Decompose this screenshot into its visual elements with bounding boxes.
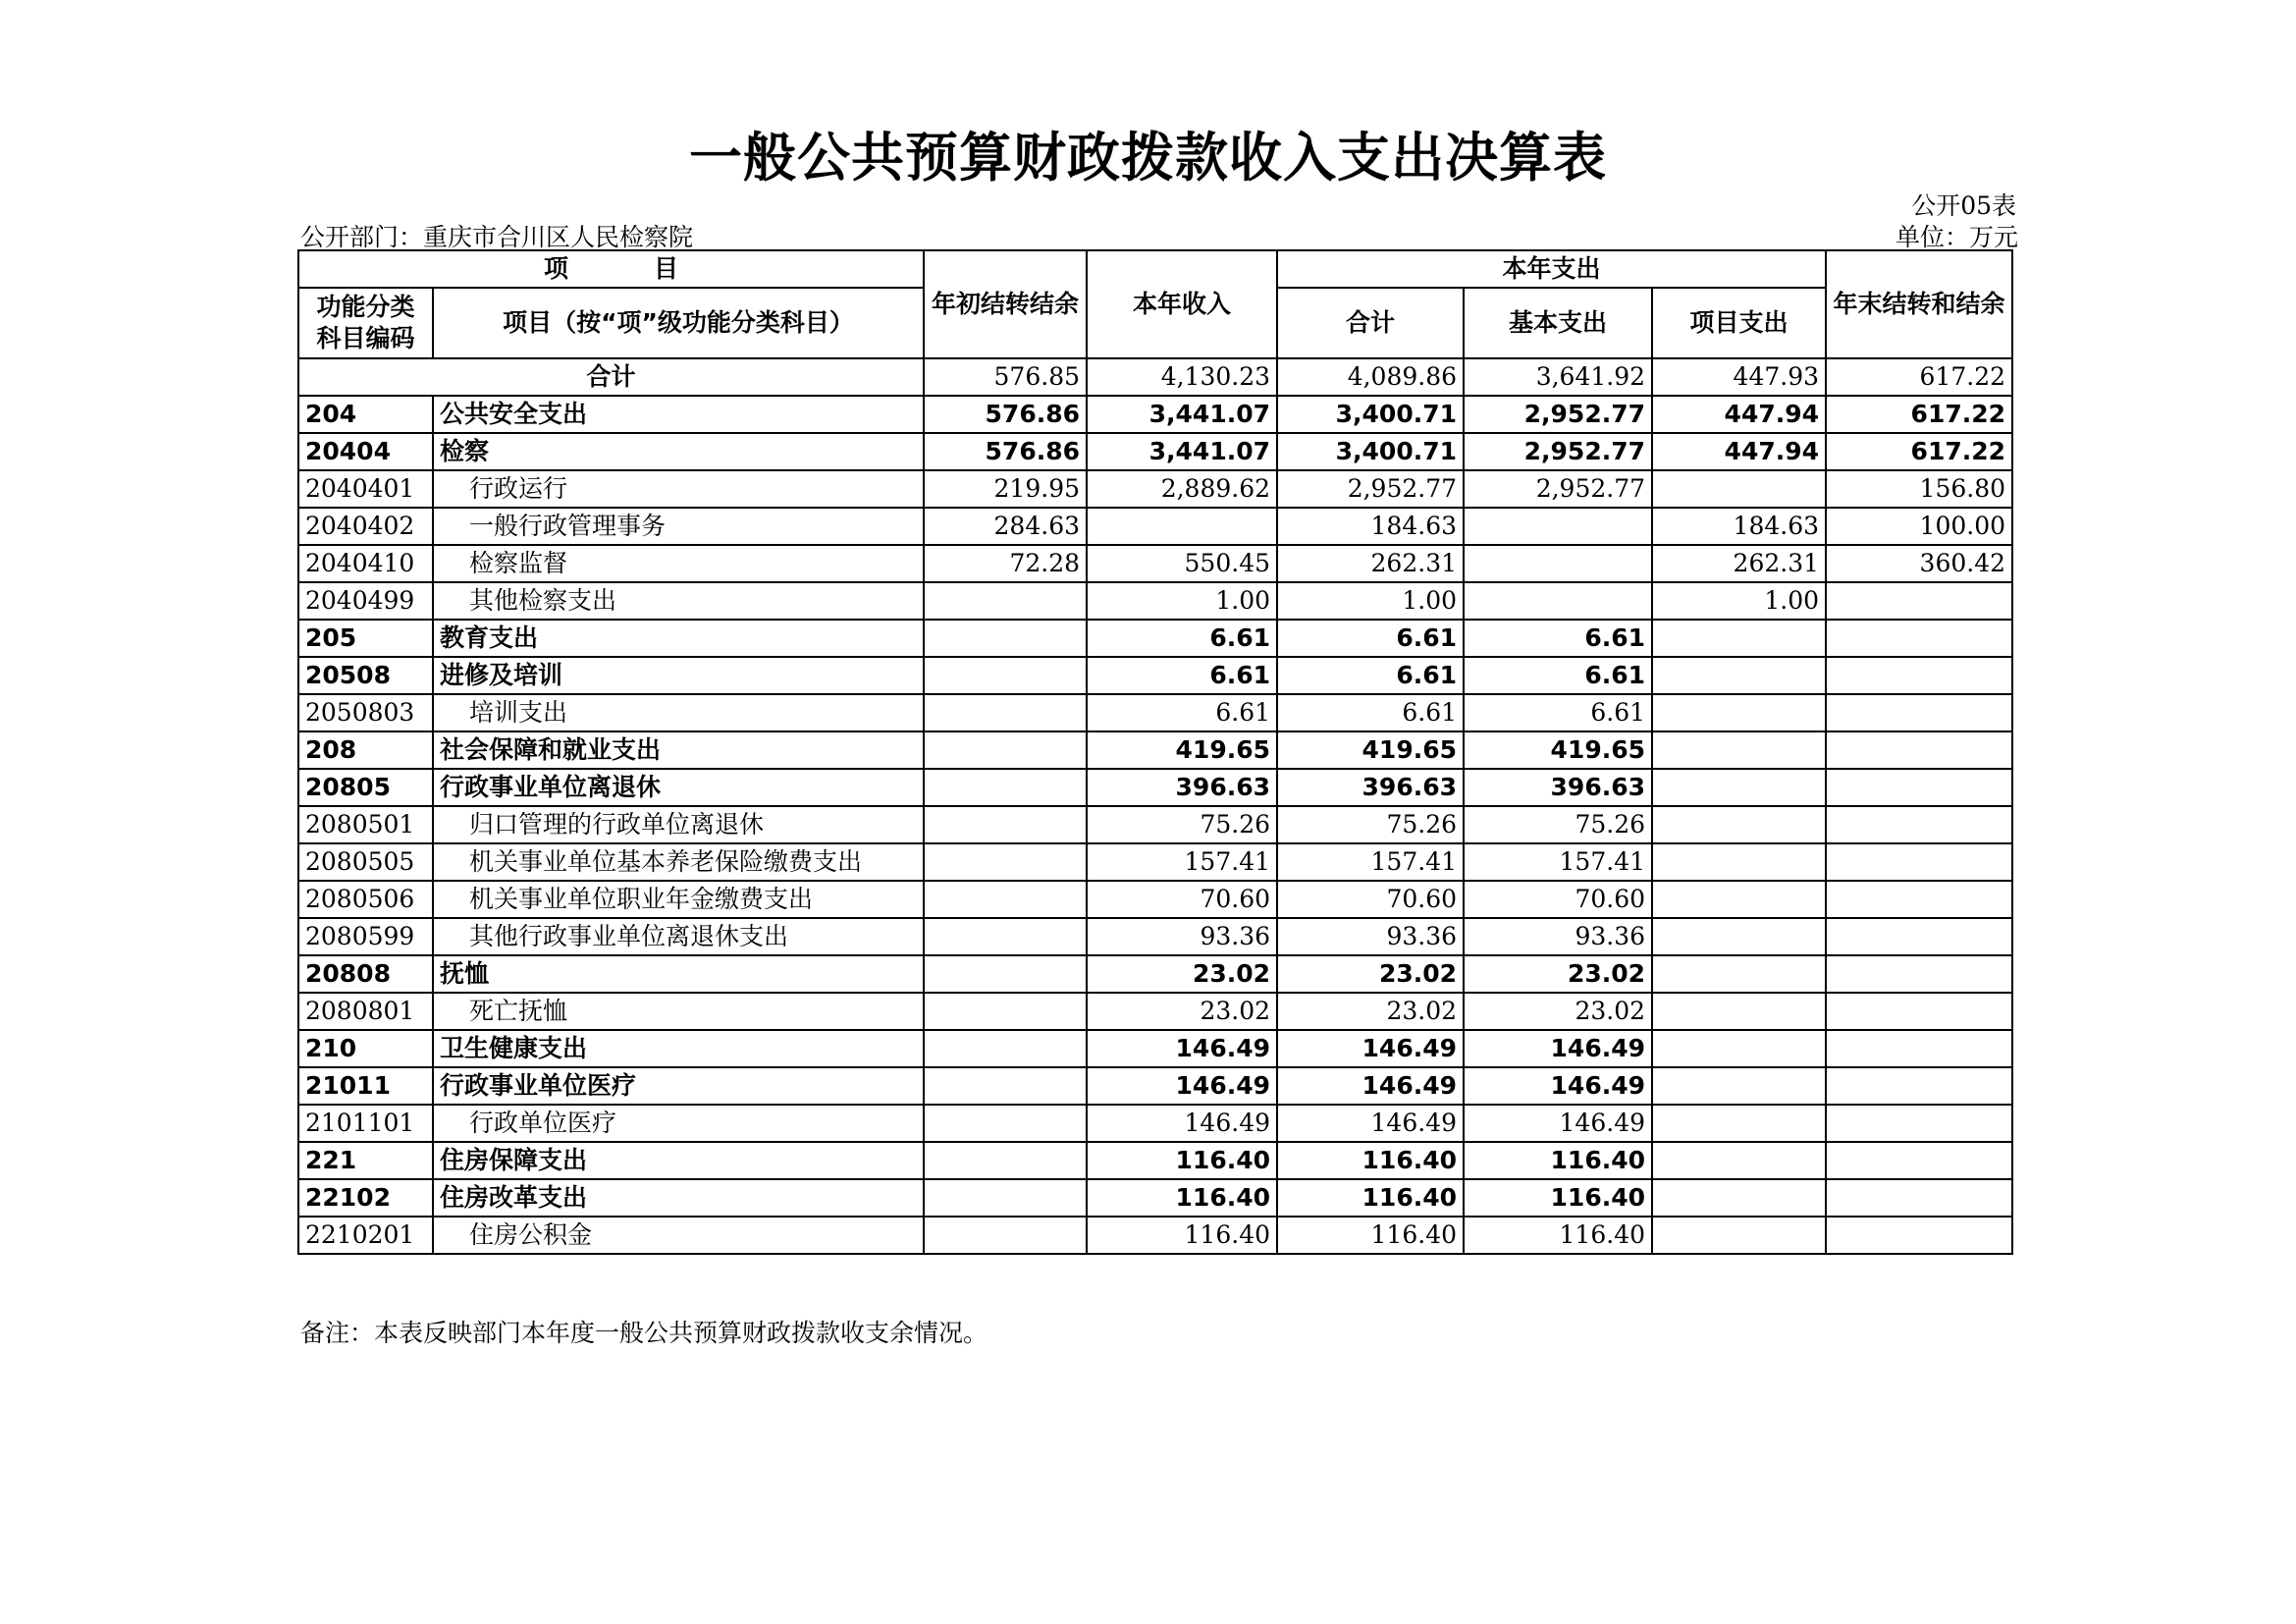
header-closing: 年末结转和结余 bbox=[1826, 250, 2012, 358]
header-name: 项目（按“项”级功能分类科目） bbox=[433, 288, 924, 358]
row-exp-basic: 157.41 bbox=[1464, 843, 1652, 881]
row-code: 2080501 bbox=[298, 806, 433, 843]
row-closing bbox=[1826, 955, 2012, 993]
row-opening bbox=[924, 806, 1087, 843]
footnote: 备注：本表反映部门本年度一般公共预算财政拨款收支余情况。 bbox=[300, 1319, 988, 1347]
row-exp-project bbox=[1652, 1179, 1826, 1217]
row-exp-total: 75.26 bbox=[1277, 806, 1464, 843]
row-code: 2040402 bbox=[298, 508, 433, 545]
row-income: 6.61 bbox=[1087, 657, 1277, 694]
row-opening bbox=[924, 955, 1087, 993]
row-code: 2050803 bbox=[298, 694, 433, 731]
row-exp-basic: 2,952.77 bbox=[1464, 433, 1652, 470]
header-exp-total: 合计 bbox=[1277, 288, 1464, 358]
row-exp-project: 447.94 bbox=[1652, 433, 1826, 470]
row-code: 2210201 bbox=[298, 1217, 433, 1254]
row-code: 20508 bbox=[298, 657, 433, 694]
row-exp-project: 1.00 bbox=[1652, 582, 1826, 620]
row-opening bbox=[924, 694, 1087, 731]
row-exp-total: 419.65 bbox=[1277, 731, 1464, 769]
row-name: 教育支出 bbox=[433, 620, 924, 657]
table-row bbox=[298, 470, 2012, 508]
row-name: 行政运行 bbox=[433, 470, 924, 508]
row-code: 2040410 bbox=[298, 545, 433, 582]
row-code: 2080505 bbox=[298, 843, 433, 881]
row-name: 机关事业单位基本养老保险缴费支出 bbox=[433, 843, 924, 881]
table-row bbox=[298, 433, 2012, 470]
table-row bbox=[298, 694, 2012, 731]
table-row bbox=[298, 881, 2012, 918]
row-closing bbox=[1826, 1105, 2012, 1142]
row-exp-total: 146.49 bbox=[1277, 1067, 1464, 1105]
row-income: 6.61 bbox=[1087, 620, 1277, 657]
row-closing bbox=[1826, 1142, 2012, 1179]
total-exp-project: 447.93 bbox=[1652, 358, 1826, 396]
row-exp-total: 1.00 bbox=[1277, 582, 1464, 620]
row-name: 归口管理的行政单位离退休 bbox=[433, 806, 924, 843]
header-income: 本年收入 bbox=[1087, 250, 1277, 358]
header-opening: 年初结转结余 bbox=[924, 250, 1087, 358]
row-opening bbox=[924, 620, 1087, 657]
row-income: 550.45 bbox=[1087, 545, 1277, 582]
row-name: 社会保障和就业支出 bbox=[433, 731, 924, 769]
row-exp-total: 3,400.71 bbox=[1277, 433, 1464, 470]
row-closing bbox=[1826, 881, 2012, 918]
table-row bbox=[298, 1179, 2012, 1217]
row-exp-total: 116.40 bbox=[1277, 1217, 1464, 1254]
row-exp-basic: 2,952.77 bbox=[1464, 396, 1652, 433]
row-closing bbox=[1826, 620, 2012, 657]
row-code: 204 bbox=[298, 396, 433, 433]
row-exp-basic: 6.61 bbox=[1464, 694, 1652, 731]
row-name: 一般行政管理事务 bbox=[433, 508, 924, 545]
row-closing: 156.80 bbox=[1826, 470, 2012, 508]
row-closing: 617.22 bbox=[1826, 433, 2012, 470]
row-opening bbox=[924, 993, 1087, 1030]
row-exp-total: 184.63 bbox=[1277, 508, 1464, 545]
total-opening: 576.85 bbox=[924, 358, 1087, 396]
table-row bbox=[298, 1105, 2012, 1142]
row-exp-total: 2,952.77 bbox=[1277, 470, 1464, 508]
table-row bbox=[298, 993, 2012, 1030]
row-code: 2080801 bbox=[298, 993, 433, 1030]
row-exp-project bbox=[1652, 1067, 1826, 1105]
row-exp-project bbox=[1652, 881, 1826, 918]
row-income: 116.40 bbox=[1087, 1142, 1277, 1179]
row-income: 146.49 bbox=[1087, 1067, 1277, 1105]
row-exp-basic: 6.61 bbox=[1464, 620, 1652, 657]
row-exp-total: 396.63 bbox=[1277, 769, 1464, 806]
department-label: 公开部门：重庆市合川区人民检察院 bbox=[300, 223, 694, 251]
row-code: 2080506 bbox=[298, 881, 433, 918]
row-exp-project: 262.31 bbox=[1652, 545, 1826, 582]
table-row bbox=[298, 545, 2012, 582]
row-name: 行政单位医疗 bbox=[433, 1105, 924, 1142]
row-income: 70.60 bbox=[1087, 881, 1277, 918]
row-name: 培训支出 bbox=[433, 694, 924, 731]
row-exp-project bbox=[1652, 470, 1826, 508]
row-opening bbox=[924, 1179, 1087, 1217]
row-name: 抚恤 bbox=[433, 955, 924, 993]
table-row bbox=[298, 955, 2012, 993]
row-name: 机关事业单位职业年金缴费支出 bbox=[433, 881, 924, 918]
row-exp-total: 262.31 bbox=[1277, 545, 1464, 582]
total-income: 4,130.23 bbox=[1087, 358, 1277, 396]
row-exp-project bbox=[1652, 1105, 1826, 1142]
row-closing: 100.00 bbox=[1826, 508, 2012, 545]
row-opening bbox=[924, 1105, 1087, 1142]
table-row bbox=[298, 769, 2012, 806]
table-row bbox=[298, 620, 2012, 657]
row-name: 行政事业单位离退休 bbox=[433, 769, 924, 806]
page-title: 一般公共预算财政拨款收入支出决算表 bbox=[689, 127, 1607, 189]
row-opening bbox=[924, 918, 1087, 955]
row-exp-project bbox=[1652, 1030, 1826, 1067]
row-exp-project bbox=[1652, 1142, 1826, 1179]
row-exp-basic: 419.65 bbox=[1464, 731, 1652, 769]
unit-label: 单位：万元 bbox=[1895, 223, 2018, 251]
row-exp-project bbox=[1652, 993, 1826, 1030]
row-exp-basic: 6.61 bbox=[1464, 657, 1652, 694]
row-exp-total: 146.49 bbox=[1277, 1030, 1464, 1067]
row-exp-total: 157.41 bbox=[1277, 843, 1464, 881]
row-exp-project bbox=[1652, 806, 1826, 843]
row-code: 22102 bbox=[298, 1179, 433, 1217]
row-name: 卫生健康支出 bbox=[433, 1030, 924, 1067]
row-exp-basic: 146.49 bbox=[1464, 1067, 1652, 1105]
table-row bbox=[298, 582, 2012, 620]
form-number: 公开05表 bbox=[1911, 191, 2016, 220]
row-closing bbox=[1826, 769, 2012, 806]
row-exp-project bbox=[1652, 694, 1826, 731]
header-exp-basic: 基本支出 bbox=[1464, 288, 1652, 358]
row-exp-basic: 2,952.77 bbox=[1464, 470, 1652, 508]
row-exp-total: 70.60 bbox=[1277, 881, 1464, 918]
row-exp-basic: 23.02 bbox=[1464, 955, 1652, 993]
header-expenditure: 本年支出 bbox=[1277, 250, 1826, 288]
row-code: 2101101 bbox=[298, 1105, 433, 1142]
row-exp-project bbox=[1652, 769, 1826, 806]
row-income: 3,441.07 bbox=[1087, 396, 1277, 433]
row-opening bbox=[924, 731, 1087, 769]
row-opening bbox=[924, 582, 1087, 620]
row-code: 2040499 bbox=[298, 582, 433, 620]
row-exp-basic: 396.63 bbox=[1464, 769, 1652, 806]
row-income: 3,441.07 bbox=[1087, 433, 1277, 470]
row-name: 进修及培训 bbox=[433, 657, 924, 694]
table-row bbox=[298, 1067, 2012, 1105]
total-label: 合计 bbox=[298, 358, 924, 396]
row-exp-project: 447.94 bbox=[1652, 396, 1826, 433]
row-closing bbox=[1826, 1217, 2012, 1254]
row-exp-basic: 70.60 bbox=[1464, 881, 1652, 918]
row-exp-project bbox=[1652, 918, 1826, 955]
table-row bbox=[298, 1142, 2012, 1179]
row-exp-project bbox=[1652, 657, 1826, 694]
row-closing: 617.22 bbox=[1826, 396, 2012, 433]
row-income: 6.61 bbox=[1087, 694, 1277, 731]
row-name: 住房公积金 bbox=[433, 1217, 924, 1254]
row-closing bbox=[1826, 582, 2012, 620]
row-name: 公共安全支出 bbox=[433, 396, 924, 433]
row-opening bbox=[924, 881, 1087, 918]
row-exp-basic: 146.49 bbox=[1464, 1105, 1652, 1142]
row-code: 20808 bbox=[298, 955, 433, 993]
budget-table bbox=[297, 249, 2013, 1255]
row-code: 2080599 bbox=[298, 918, 433, 955]
row-exp-project bbox=[1652, 1217, 1826, 1254]
table-row bbox=[298, 508, 2012, 545]
row-income: 75.26 bbox=[1087, 806, 1277, 843]
table-row bbox=[298, 657, 2012, 694]
row-exp-total: 23.02 bbox=[1277, 993, 1464, 1030]
row-code: 210 bbox=[298, 1030, 433, 1067]
row-exp-total: 6.61 bbox=[1277, 657, 1464, 694]
row-income: 419.65 bbox=[1087, 731, 1277, 769]
row-income: 146.49 bbox=[1087, 1105, 1277, 1142]
row-opening bbox=[924, 1217, 1087, 1254]
row-opening: 219.95 bbox=[924, 470, 1087, 508]
row-opening: 72.28 bbox=[924, 545, 1087, 582]
row-exp-basic bbox=[1464, 508, 1652, 545]
row-opening bbox=[924, 1142, 1087, 1179]
row-income: 146.49 bbox=[1087, 1030, 1277, 1067]
row-code: 2040401 bbox=[298, 470, 433, 508]
row-opening bbox=[924, 1067, 1087, 1105]
row-income: 23.02 bbox=[1087, 993, 1277, 1030]
row-closing bbox=[1826, 806, 2012, 843]
row-opening bbox=[924, 657, 1087, 694]
row-closing bbox=[1826, 657, 2012, 694]
row-income: 396.63 bbox=[1087, 769, 1277, 806]
row-name: 住房保障支出 bbox=[433, 1142, 924, 1179]
row-name: 住房改革支出 bbox=[433, 1179, 924, 1217]
table-row bbox=[298, 918, 2012, 955]
table-row bbox=[298, 1030, 2012, 1067]
row-code: 20404 bbox=[298, 433, 433, 470]
row-exp-total: 6.61 bbox=[1277, 620, 1464, 657]
row-closing bbox=[1826, 843, 2012, 881]
total-exp-total: 4,089.86 bbox=[1277, 358, 1464, 396]
row-exp-project bbox=[1652, 731, 1826, 769]
row-name: 其他检察支出 bbox=[433, 582, 924, 620]
row-exp-total: 116.40 bbox=[1277, 1142, 1464, 1179]
total-row bbox=[298, 358, 2012, 396]
row-name: 行政事业单位医疗 bbox=[433, 1067, 924, 1105]
row-closing bbox=[1826, 1067, 2012, 1105]
row-income: 116.40 bbox=[1087, 1179, 1277, 1217]
row-exp-basic: 116.40 bbox=[1464, 1179, 1652, 1217]
row-income: 116.40 bbox=[1087, 1217, 1277, 1254]
row-code: 221 bbox=[298, 1142, 433, 1179]
header-code: 功能分类科目编码 bbox=[298, 288, 433, 358]
row-code: 205 bbox=[298, 620, 433, 657]
row-opening: 576.86 bbox=[924, 433, 1087, 470]
table-row bbox=[298, 396, 2012, 433]
row-exp-project: 184.63 bbox=[1652, 508, 1826, 545]
row-code: 21011 bbox=[298, 1067, 433, 1105]
row-name: 死亡抚恤 bbox=[433, 993, 924, 1030]
row-exp-total: 146.49 bbox=[1277, 1105, 1464, 1142]
total-closing: 617.22 bbox=[1826, 358, 2012, 396]
row-exp-basic: 116.40 bbox=[1464, 1142, 1652, 1179]
row-exp-basic: 146.49 bbox=[1464, 1030, 1652, 1067]
row-income: 2,889.62 bbox=[1087, 470, 1277, 508]
row-income: 1.00 bbox=[1087, 582, 1277, 620]
row-exp-project bbox=[1652, 955, 1826, 993]
row-exp-basic bbox=[1464, 582, 1652, 620]
row-closing bbox=[1826, 1179, 2012, 1217]
row-exp-basic bbox=[1464, 545, 1652, 582]
row-exp-total: 23.02 bbox=[1277, 955, 1464, 993]
row-name: 其他行政事业单位离退休支出 bbox=[433, 918, 924, 955]
total-exp-basic: 3,641.92 bbox=[1464, 358, 1652, 396]
row-opening bbox=[924, 843, 1087, 881]
row-exp-basic: 93.36 bbox=[1464, 918, 1652, 955]
row-exp-basic: 116.40 bbox=[1464, 1217, 1652, 1254]
row-exp-basic: 23.02 bbox=[1464, 993, 1652, 1030]
row-income: 93.36 bbox=[1087, 918, 1277, 955]
row-exp-project bbox=[1652, 620, 1826, 657]
row-code: 20805 bbox=[298, 769, 433, 806]
row-exp-total: 116.40 bbox=[1277, 1179, 1464, 1217]
header-item: 项 目 bbox=[298, 250, 924, 288]
row-closing: 360.42 bbox=[1826, 545, 2012, 582]
row-exp-total: 93.36 bbox=[1277, 918, 1464, 955]
row-closing bbox=[1826, 694, 2012, 731]
row-closing bbox=[1826, 993, 2012, 1030]
row-income: 157.41 bbox=[1087, 843, 1277, 881]
row-closing bbox=[1826, 918, 2012, 955]
header-row-1 bbox=[298, 250, 2012, 288]
table-row bbox=[298, 806, 2012, 843]
table-row bbox=[298, 731, 2012, 769]
row-exp-total: 3,400.71 bbox=[1277, 396, 1464, 433]
row-closing bbox=[1826, 1030, 2012, 1067]
row-income bbox=[1087, 508, 1277, 545]
header-exp-project: 项目支出 bbox=[1652, 288, 1826, 358]
row-opening bbox=[924, 769, 1087, 806]
row-exp-basic: 75.26 bbox=[1464, 806, 1652, 843]
row-name: 检察监督 bbox=[433, 545, 924, 582]
row-code: 208 bbox=[298, 731, 433, 769]
row-name: 检察 bbox=[433, 433, 924, 470]
row-exp-project bbox=[1652, 843, 1826, 881]
row-exp-total: 6.61 bbox=[1277, 694, 1464, 731]
table-row bbox=[298, 843, 2012, 881]
row-opening: 576.86 bbox=[924, 396, 1087, 433]
row-opening: 284.63 bbox=[924, 508, 1087, 545]
row-opening bbox=[924, 1030, 1087, 1067]
row-income: 23.02 bbox=[1087, 955, 1277, 993]
table-row bbox=[298, 1217, 2012, 1254]
row-closing bbox=[1826, 731, 2012, 769]
